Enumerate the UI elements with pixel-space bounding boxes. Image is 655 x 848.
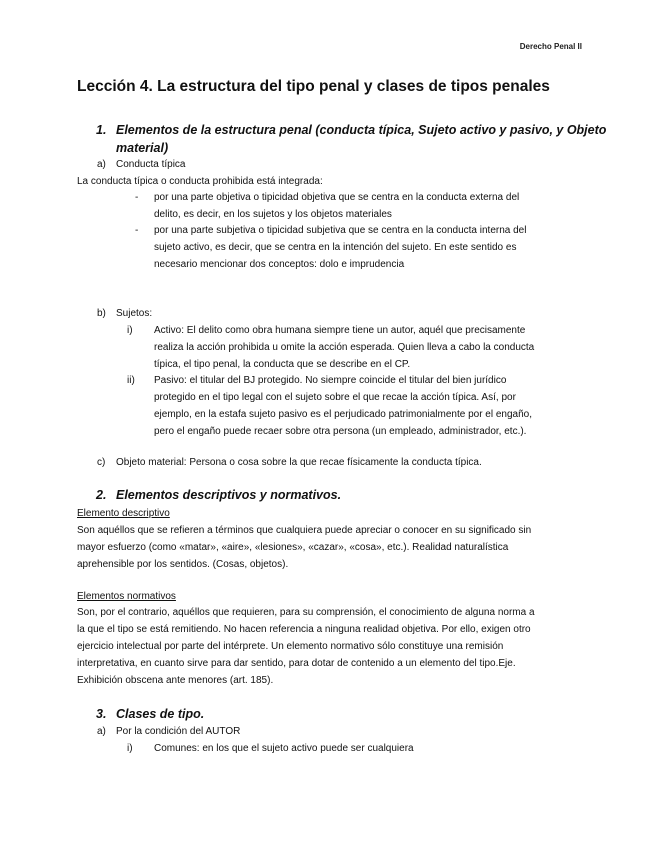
normative-line1: Son, por el contrario, aquéllos que requieren, para su comprensión, el conocimiento de alguna norma a <box>77 607 535 618</box>
bullet-2-line1: por una parte subjetiva o tipicidad subjetiva que se centra en la conducta interna del <box>154 225 527 236</box>
normative-line2: la que el tipo se está remitiendo. No hacen referencia a ninguna realidad objetiva. Por ello, exigen otro <box>77 624 531 635</box>
conduct-intro: La conducta típica o conducta prohibida está integrada: <box>77 176 323 187</box>
section-1-number: 1. <box>96 123 107 137</box>
descriptive-line2: mayor esfuerzo (como «matar», «aire», «lesiones», «cazar», «cosa», etc.). Realidad naturalística <box>77 542 509 553</box>
passive-line4: pero el engaño puede recaer sobre otra persona (un empleado, administrador, etc.). <box>154 426 527 437</box>
passive-line1: Pasivo: el titular del BJ protegido. No siempre coincide el titular del bien jurídico <box>154 375 507 386</box>
subitem-ii-marker: ii) <box>127 375 135 386</box>
bullet-2-line2: sujeto activo, es decir, que se centra en la intención del sujeto. En este sentido es <box>154 242 517 253</box>
item-a-marker: a) <box>97 159 106 170</box>
bullet-1-line1: por una parte objetiva o tipicidad objetiva que se centra en la conducta externa del <box>154 192 520 203</box>
running-header: Derecho Penal II <box>519 42 582 51</box>
section-3-item-a-label: Por la condición del AUTOR <box>116 726 241 737</box>
section-1-heading-line2: material) <box>116 141 169 155</box>
subitem-i-marker: i) <box>127 325 133 336</box>
active-line1: Activo: El delito como obra humana siempre tiene un autor, aquél que precisamente <box>154 325 526 336</box>
section-3-subitem-i-text: Comunes: en los que el sujeto activo puede ser cualquiera <box>154 743 414 754</box>
item-c-marker: c) <box>97 457 106 468</box>
normative-line3: ejercicio intelectual por parte del intérprete. Un elemento normativo sólo constituye una remisión <box>77 641 504 652</box>
item-a-label: Conducta típica <box>116 159 186 170</box>
descriptive-line3: aprehensible por los sentidos. (Cosas, objetos). <box>77 559 289 570</box>
normative-title: Elementos normativos <box>77 591 176 602</box>
active-line2: realiza la acción prohibida u omite la acción esperada. Quien lleva a cabo la conducta <box>154 342 535 353</box>
active-line3: típica, el tipo penal, la conducta que se describe en el CP. <box>154 359 411 370</box>
page-title: Lección 4. La estructura del tipo penal y clases de tipos penales <box>77 78 550 95</box>
normative-line5: Exhibición obscena ante menores (art. 185). <box>77 675 274 686</box>
item-c-text: Objeto material: Persona o cosa sobre la que recae físicamente la conducta típica. <box>116 457 482 468</box>
item-b-label: Sujetos: <box>116 308 153 319</box>
section-3-subitem-i-marker: i) <box>127 743 133 754</box>
passive-line2: protegido en el tipo legal con el sujeto sobre el que recae la acción típica. Así, por <box>154 392 516 403</box>
bullet-dash: - <box>135 192 139 203</box>
passive-line3: ejemplo, en la estafa sujeto pasivo es el perjudicado patrimonialmente por el engaño, <box>154 409 533 420</box>
section-1-heading-line1: Elementos de la estructura penal (conducta típica, Sujeto activo y pasivo, y Objeto <box>116 123 607 137</box>
section-2-heading: Elementos descriptivos y normativos. <box>116 488 342 502</box>
section-3-heading: Clases de tipo. <box>116 707 205 721</box>
section-3-item-a-marker: a) <box>97 726 106 737</box>
bullet-1-line2: delito, es decir, en los sujetos y los objetos materiales <box>154 209 392 220</box>
section-3-number: 3. <box>96 707 107 721</box>
descriptive-line1: Son aquéllos que se refieren a términos que cualquiera puede apreciar o conocer en su significado sin <box>77 525 532 536</box>
bullet-2-line3: necesario mencionar dos conceptos: dolo e imprudencia <box>154 259 405 270</box>
normative-line4: interpretativa, en cuanto sirve para dar sentido, para dotar de contenido a un elemento del tipo.Eje. <box>77 658 516 669</box>
item-b-marker: b) <box>97 308 106 319</box>
bullet-dash: - <box>135 225 139 236</box>
descriptive-title: Elemento descriptivo <box>77 508 170 519</box>
section-2-number: 2. <box>96 488 107 502</box>
